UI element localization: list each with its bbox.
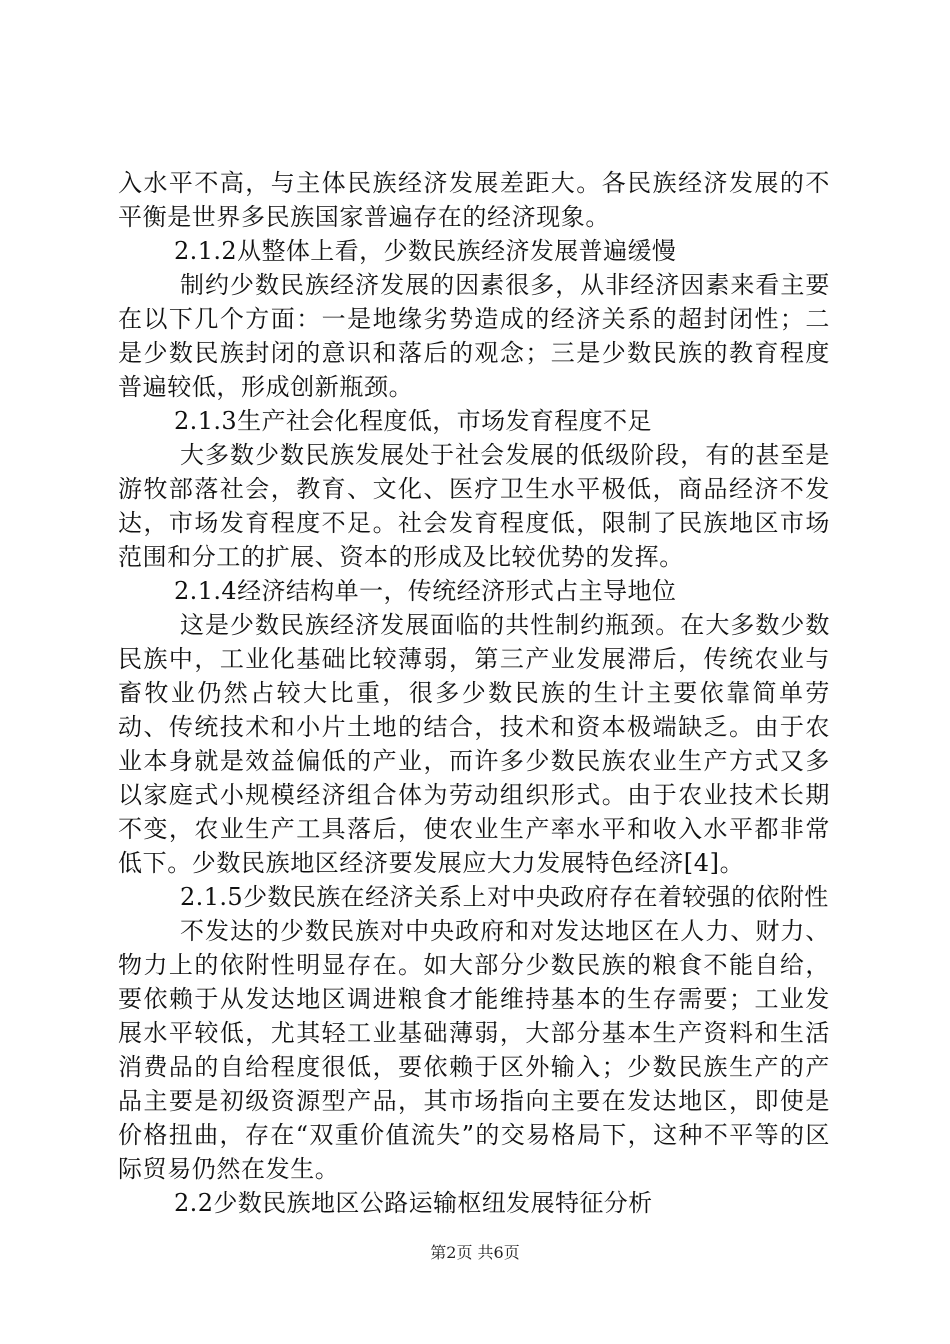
- paragraph-continuation: 入水平不高，与主体民族经济发展差距大。各民族经济发展的不平衡是世界多民族国家普遍存在的经济现象。: [118, 169, 830, 231]
- page-number-label: 第2页 共6页: [430, 1243, 520, 1262]
- page-footer: [0, 1243, 950, 1263]
- paragraph-social-development: 大多数少数民族发展处于社会发展的低级阶段，有的甚至是游牧部落社会，教育、文化、医疗卫生水平极低，商品经济不发达，市场发育程度不足。社会发育程度低，限制了民族地区市场范围和分工的扩展、资本的形成及比较优势的发挥。: [118, 441, 830, 571]
- section-heading-2-1-2: 2.1.2从整体上看，少数民族经济发展普遍缓慢: [174, 237, 677, 265]
- section-heading-2-2: 2.2少数民族地区公路运输枢纽发展特征分析: [174, 1189, 653, 1217]
- paragraph-dependency: 不发达的少数民族对中央政府和对发达地区在人力、财力、物力上的依附性明显存在。如大部分少数民族的粮食不能自给，要依赖于从发达地区调进粮食才能维持基本的生存需要；工业发展水平较低，尤其轻工业基础薄弱，大部分基本生产资料和生活消费品的自给程度很低，要依赖于区外输入；少数民族生产的产品主要是初级资源型产品，其市场指向主要在发达地区，即使是价格扭曲，存在“双重价值流失”的交易格局下，这种不平等的区际贸易仍然在发生。: [118, 917, 830, 1183]
- paragraph-non-economic-factors: 制约少数民族经济发展的因素很多，从非经济因素来看主要在以下几个方面：一是地缘劣势造成的经济关系的超封闭性；二是少数民族封闭的意识和落后的观念；三是少数民族的教育程度普遍较低，形成创新瓶颈。: [118, 271, 830, 401]
- paragraph-economic-structure: 这是少数民族经济发展面临的共性制约瓶颈。在大多数少数民族中，工业化基础比较薄弱，第三产业发展滞后，传统农业与畜牧业仍然占较大比重，很多少数民族的生计主要依靠简单劳动、传统技术和小片土地的结合，技术和资本极端缺乏。由于农业本身就是效益偏低的产业，而许多少数民族农业生产方式又多以家庭式小规模经济组合体为劳动组织形式。由于农业技术长期不变，农业生产工具落后，使农业生产率水平和收入水平都非常低下。少数民族地区经济要发展应大力发展特色经济[4]。: [118, 611, 830, 877]
- section-heading-2-1-3: 2.1.3生产社会化程度低，市场发育程度不足: [174, 407, 652, 435]
- section-heading-2-1-4: 2.1.4经济结构单一，传统经济形式占主导地位: [174, 577, 677, 605]
- document-body: [118, 166, 830, 1220]
- section-heading-2-1-5: 2.1.5少数民族在经济关系上对中央政府存在着较强的依附性: [180, 883, 829, 911]
